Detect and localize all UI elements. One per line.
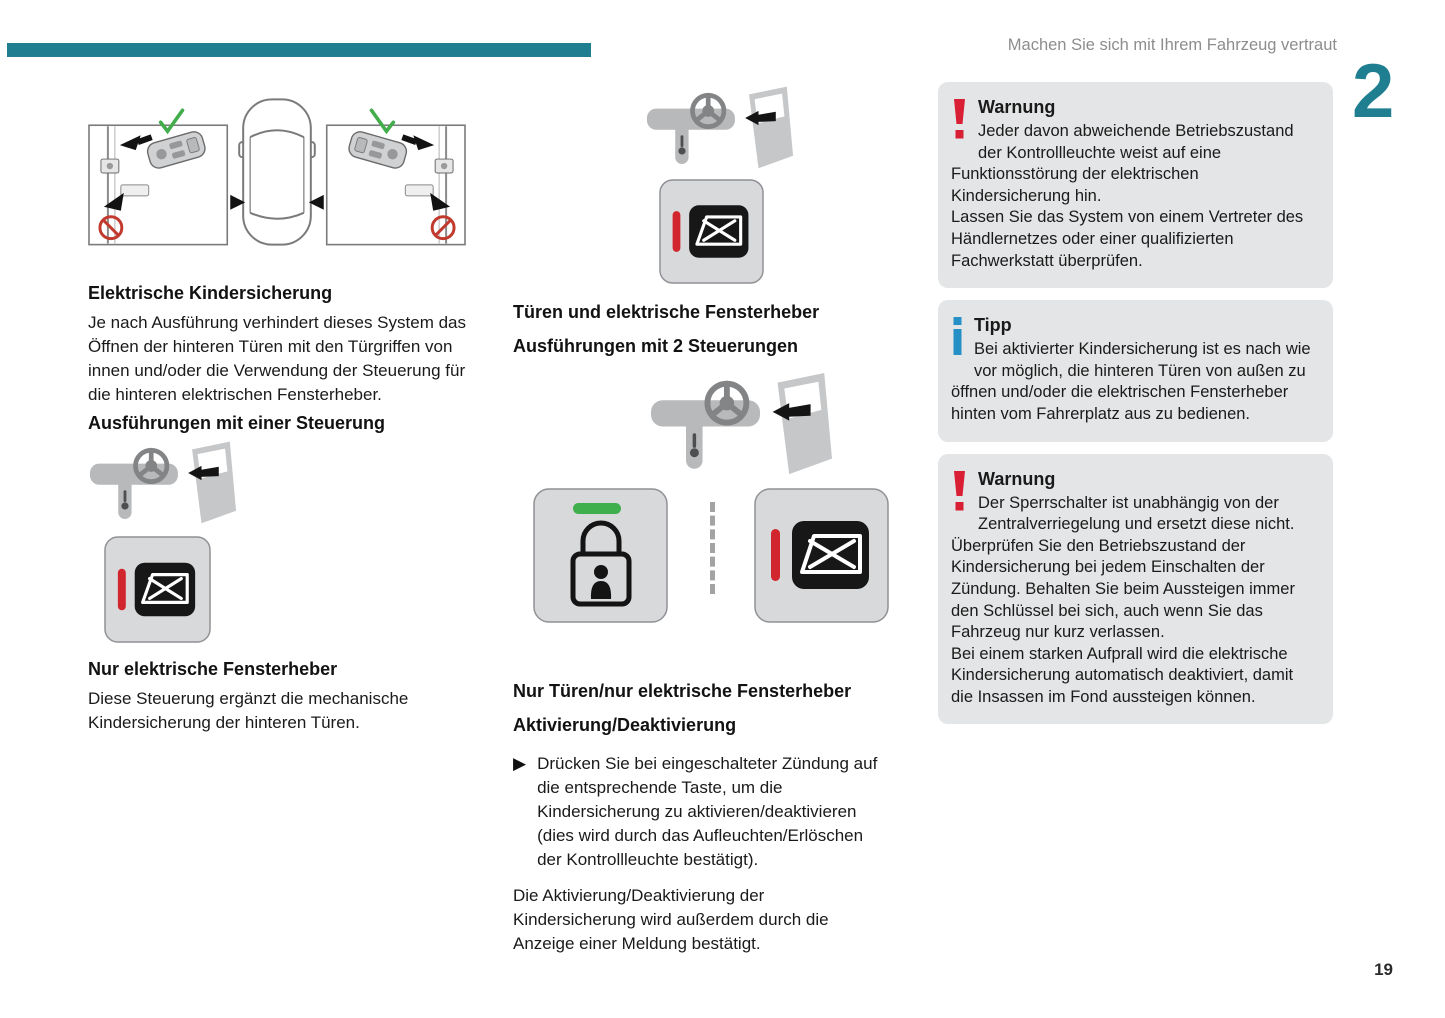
driver-door-pictogram [88, 440, 238, 528]
window-lock-button-pictogram [104, 536, 211, 643]
note-title: Tipp [974, 315, 1012, 336]
chapter-number: 2 [1352, 49, 1395, 134]
info-icon [951, 315, 964, 362]
section-paragraph: Die Aktivierung/Deaktivierung der Kindersicherung wird außerdem durch die Anzeige einer Meldung bestätigt. [513, 886, 829, 953]
warning-icon [951, 97, 968, 146]
section-heading: Nur Türen/nur elektrische Fensterheber [513, 681, 852, 701]
child-lock-button-pictogram [533, 488, 668, 623]
note-title: Warnung [978, 97, 1056, 117]
child-lock-overview-illustration [88, 95, 466, 247]
chapter-accent-bar [7, 43, 591, 57]
driver-door-pictogram [649, 371, 834, 480]
section-heading: Elektrische Kindersicherung [88, 283, 333, 303]
driver-door-pictogram [645, 85, 795, 173]
page-number: 19 [1374, 960, 1393, 979]
warning-note-box [938, 82, 1333, 288]
section-paragraph: Je nach Ausführung verhindert dieses System das Öffnen der hinteren Türen mit den Türgriffen von innen und/oder die Verwendung der Steuerung für die hinteren elektrischen Fensterheber. [88, 313, 466, 404]
two-controls-row [513, 488, 905, 623]
section-paragraph: Diese Steuerung ergänzt die mechanische Kindersicherung der hinteren Türen. [88, 689, 409, 732]
running-header: Machen Sie sich mit Ihrem Fahrzeug vertraut [1007, 36, 1337, 54]
bullet-arrow-icon: ▶ [513, 754, 527, 773]
section-heading: Nur elektrische Fensterheber [88, 659, 338, 679]
tip-note-box [938, 300, 1333, 441]
note-paragraph: Der Sperrschalter ist unabhängig von der Zentralverriegelung und ersetzt diese nicht. Überprüfen Sie den Betriebszustand der Kindersicherung bei jedem Einschalten der Zündung. Behalten Sie beim Aussteigen immer den Schlüssel bei sich, auch wenn Sie das Fahrzeug nur kurz verlassen. [951, 493, 1295, 642]
section-heading: Ausführungen mit einer Steuerung [88, 413, 386, 433]
left-column [88, 95, 478, 735]
warning-icon [951, 469, 968, 518]
note-paragraph: Lassen Sie das System von einem Vertreter des Händlernetzes oder einer qualifizierten Fachwerkstatt überprüfen. [951, 208, 1304, 270]
instruction-text: Drücken Sie bei eingeschalteter Zündung auf die entsprechende Taste, um die Kindersicherung zu aktivieren/deaktivieren (dies wird durch das Aufleuchten/Erlöschen der Kontrollleuchte bestätigt). [537, 754, 878, 869]
note-paragraph: Bei einem starken Aufprall wird die elektrische Kindersicherung automatisch deaktiviert, damit die Insassen im Fond aussteigen können. [951, 644, 1294, 706]
section-heading: Türen und elektrische Fensterheber [513, 302, 820, 322]
note-title: Warnung [978, 468, 1056, 489]
note-paragraph: Jeder davon abweichende Betriebszustand der Kontrollleuchte weist auf eine Funktionsstörung der elektrischen Kindersicherung hin. [951, 122, 1294, 205]
window-lock-button-pictogram [754, 488, 889, 623]
instruction-bullet [513, 752, 905, 872]
middle-column [513, 85, 905, 956]
right-column [938, 82, 1333, 736]
section-heading: Aktivierung/Deaktivierung [513, 715, 737, 735]
window-lock-button-pictogram [659, 179, 764, 284]
note-paragraph: Bei aktivierter Kindersicherung ist es nach wie vor möglich, die hinteren Türen von außen zu öffnen und/oder die elektrischen Fensterheber hinten vom Fahrerplatz aus zu bedienen. [951, 340, 1311, 423]
dashed-divider [710, 502, 715, 594]
section-heading: Ausführungen mit 2 Steuerungen [513, 336, 799, 356]
warning-note-box [938, 454, 1333, 725]
